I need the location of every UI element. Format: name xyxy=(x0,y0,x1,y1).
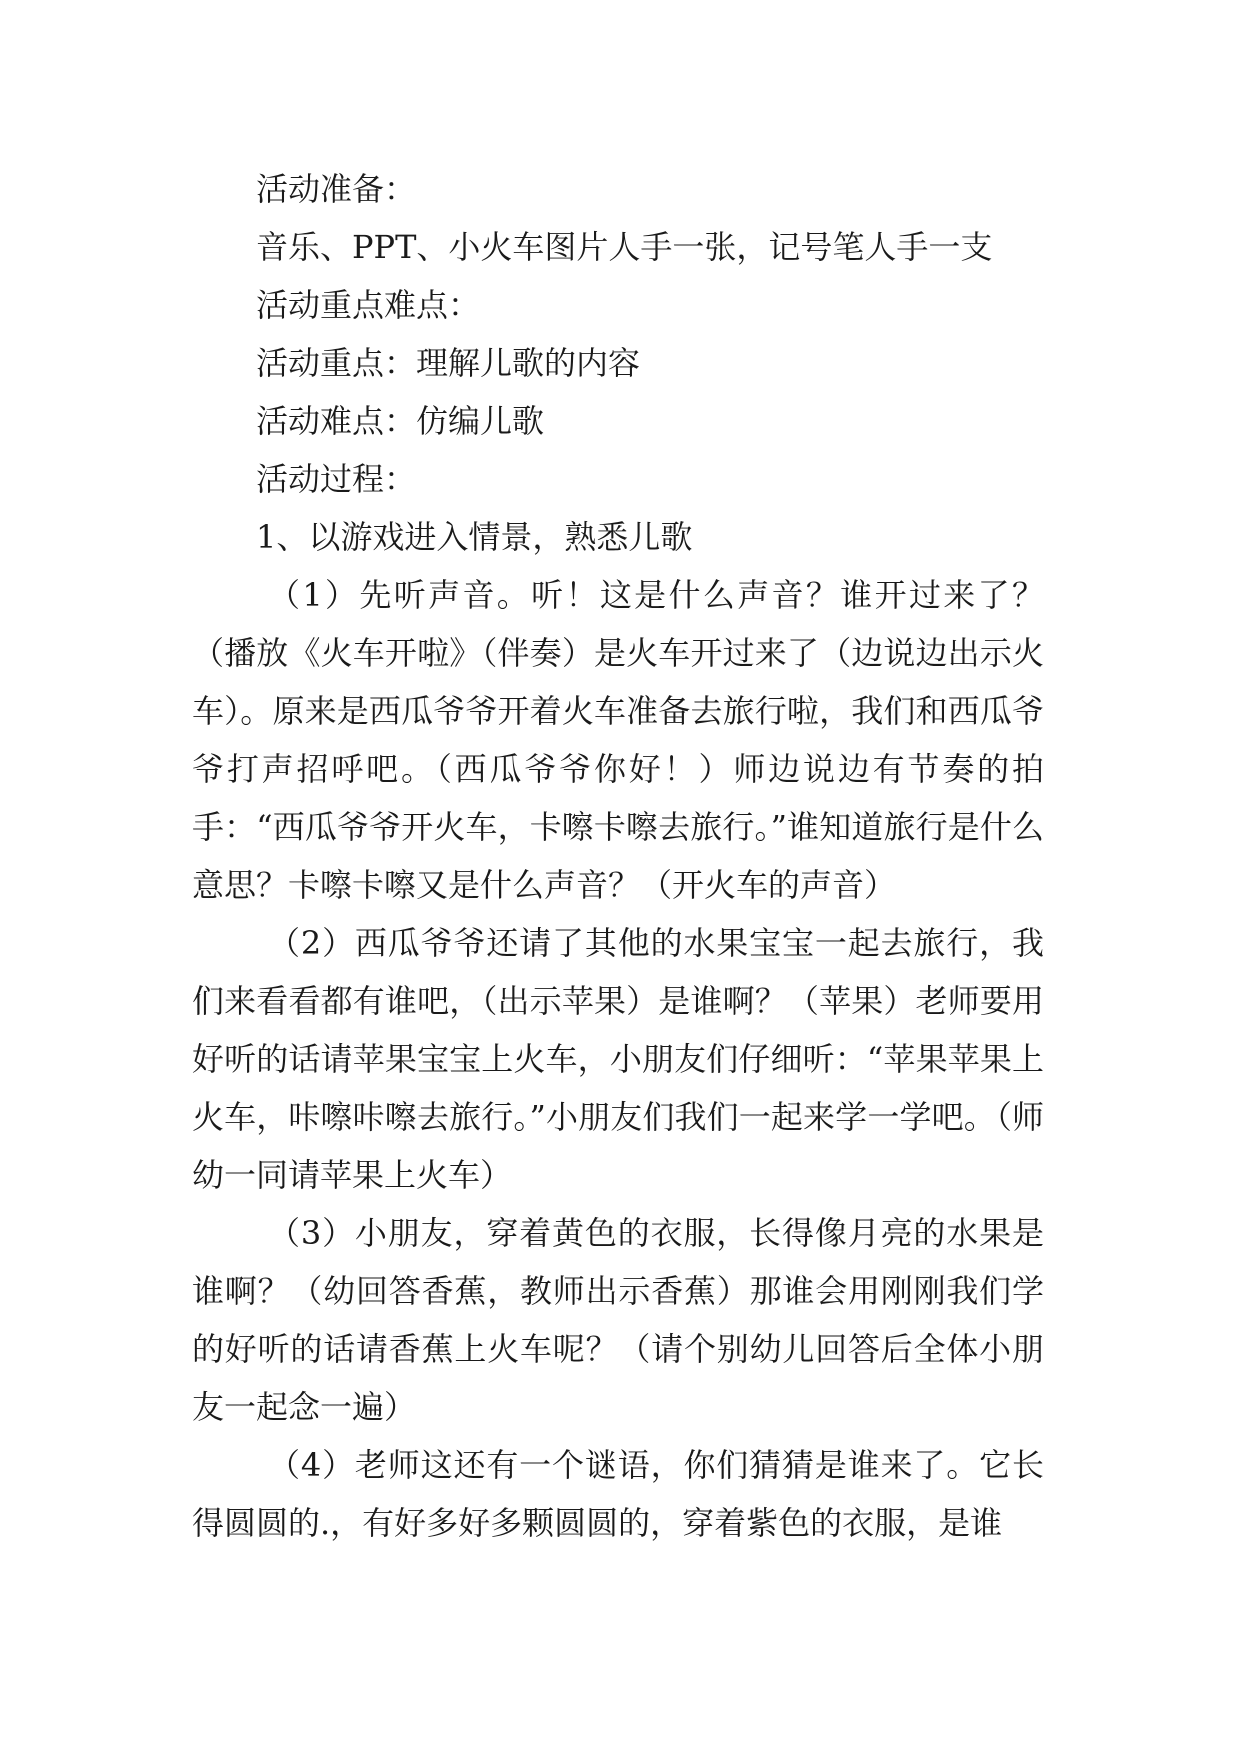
paragraph-step-3: （3）小朋友，穿着黄色的衣服，长得像月亮的水果是谁啊？（幼回答香蕉，教师出示香蕉）那谁会用刚刚我们学的好听的话请香蕉上火车呢？（请个别幼儿回答后全体小朋友一起念一遍） xyxy=(192,1214,1044,1426)
difficulty-line: 活动难点：仿编儿歌 xyxy=(256,402,545,440)
paragraph-step-4: （4）老师这还有一个谜语，你们猜猜是谁来了。它长得圆圆的.，有好多好多颗圆圆的，穿着紫色的衣服，是谁 xyxy=(192,1446,1044,1542)
section-heading-process: 活动过程： xyxy=(256,460,417,498)
preparation-materials: 音乐、PPT、小火车图片人手一张，记号笔人手一支 xyxy=(256,228,993,266)
document-page xyxy=(192,160,1044,1552)
section-heading-preparation: 活动准备： xyxy=(256,170,417,208)
paragraph-step-1: （1）先听声音。听！这是什么声音？谁开过来了？（播放《火车开啦》（伴奏）是火车开过来了（边说边出示火车）。原来是西瓜爷爷开着火车准备去旅行啦，我们和西瓜爷爷打声招呼吧。（西瓜爷爷你好！）师边说边有节奏的拍手：“西瓜爷爷开火车，卡嚓卡嚓去旅行。”谁知道旅行是什么意思？卡嚓卡嚓又是什么声音？（开火车的声音） xyxy=(192,576,1044,904)
process-step-1-heading: 1、以游戏进入情景，熟悉儿歌 xyxy=(256,518,693,556)
section-heading-key-points: 活动重点难点： xyxy=(256,286,481,324)
paragraph-step-2: （2）西瓜爷爷还请了其他的水果宝宝一起去旅行，我们来看看都有谁吧，（出示苹果）是谁啊？（苹果）老师要用好听的话请苹果宝宝上火车，小朋友们仔细听：“苹果苹果上火车，咔嚓咔嚓去旅行。”小朋友们我们一起来学一学吧。（师幼一同请苹果上火车） xyxy=(192,924,1044,1194)
key-point-line: 活动重点：理解儿歌的内容 xyxy=(256,344,641,382)
